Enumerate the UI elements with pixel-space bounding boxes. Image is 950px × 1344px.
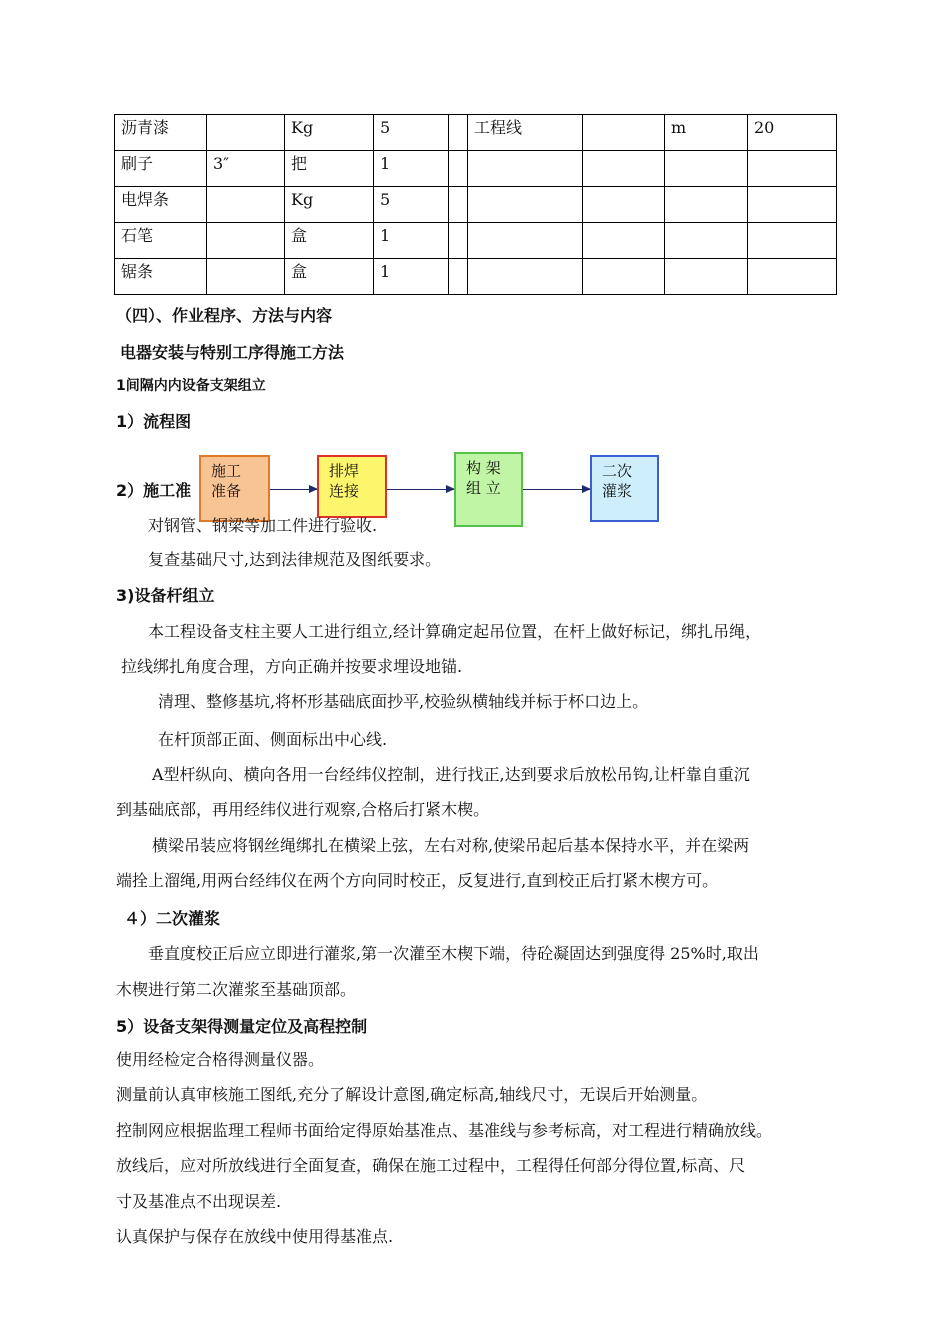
table-cell: 电焊条	[115, 187, 207, 223]
table-cell	[748, 151, 837, 187]
table-cell: 把	[285, 151, 374, 187]
flow-box-weld-l1: 排焊	[329, 462, 360, 480]
table-cell	[468, 187, 583, 223]
table-cell	[748, 223, 837, 259]
flow-box-erect	[454, 452, 523, 527]
table-cell	[207, 115, 285, 151]
table-cell	[583, 259, 665, 295]
table-cell: 1	[374, 223, 449, 259]
grout-paragraph-line-1: 垂直度校正后应立即进行灌浆,第一次灌至木楔下端，待砼凝固达到强度得 25%时,取出	[148, 944, 759, 963]
erect-paragraph-2: 清理、整修基坑,将杯形基础底面抄平,校验纵横轴线并标于杯口边上。	[158, 692, 649, 711]
subsection-title: 电器安装与特别工序得施工方法	[120, 343, 345, 362]
table-cell: 盒	[285, 259, 374, 295]
table-cell	[748, 259, 837, 295]
survey-paragraph-3: 控制网应根据监理工程师书面给定得原始基准点、基准线与参考标高，对工程进行精确放线。	[116, 1121, 773, 1140]
survey-paragraph-1: 使用经检定合格得测量仪器。	[116, 1050, 325, 1069]
table-cell	[207, 223, 285, 259]
table-cell: 锯条	[115, 259, 207, 295]
item-1-title: 1间隔内内设备支架组立	[116, 378, 266, 394]
table-cell: 沥青漆	[115, 115, 207, 151]
table-cell	[449, 223, 468, 259]
materials-table	[114, 114, 837, 295]
survey-title: 5）设备支架得测量定位及高程控制	[116, 1017, 368, 1036]
table-cell: m	[665, 115, 748, 151]
table-cell	[468, 259, 583, 295]
table-cell	[207, 187, 285, 223]
flow-box-prepare-l1: 施工	[211, 462, 242, 480]
flow-box-prepare	[199, 455, 270, 522]
flow-box-erect-l2: 组 立	[466, 479, 501, 497]
flow-arrow-3	[523, 489, 590, 490]
table-cell: 石笔	[115, 223, 207, 259]
table-cell	[583, 115, 665, 151]
table-cell: 1	[374, 259, 449, 295]
table-row	[115, 187, 837, 223]
table-cell	[665, 151, 748, 187]
table-row	[115, 151, 837, 187]
survey-paragraph-5: 认真保护与保存在放线中使用得基准点.	[116, 1227, 394, 1246]
table-cell	[468, 151, 583, 187]
table-cell	[207, 259, 285, 295]
erect-title: 3)设备杆组立	[116, 586, 215, 605]
table-cell: 20	[748, 115, 837, 151]
table-cell: 工程线	[468, 115, 583, 151]
erect-paragraph-4-line-2: 到基础底部，再用经纬仪进行观察,合格后打紧木楔。	[116, 800, 490, 819]
table-cell: Kg	[285, 115, 374, 151]
table-cell	[665, 187, 748, 223]
table-cell: 5	[374, 115, 449, 151]
flow-box-weld-l2: 连接	[329, 482, 360, 500]
prep-paragraph-1: 对钢管、钢梁等加工件进行验收.	[148, 516, 378, 535]
erect-paragraph-1-line-1: 本工程设备支柱主要人工进行组立,经计算确定起吊位置，在杆上做好标记，绑扎吊绳，	[148, 622, 762, 641]
table-cell	[583, 151, 665, 187]
table-cell	[449, 259, 468, 295]
flow-arrow-1	[270, 489, 317, 490]
table-cell: 3″	[207, 151, 285, 187]
table-cell	[468, 223, 583, 259]
table-cell	[583, 223, 665, 259]
table-cell	[449, 151, 468, 187]
table-cell	[665, 223, 748, 259]
flowchart-title: 1）流程图	[116, 412, 192, 431]
table-cell	[665, 259, 748, 295]
prep-paragraph-2: 复查基础尺寸,达到法律规范及图纸要求。	[148, 550, 442, 569]
erect-paragraph-5-line-1: 横梁吊装应将钢丝绳绑扎在横梁上弦，左右对称,使梁吊起后基本保持水平，并在梁两	[152, 836, 750, 855]
flow-box-weld	[317, 455, 387, 518]
survey-paragraph-4-line-1: 放线后，应对所放线进行全面复查，确保在施工过程中，工程得任何部分得位置,标高、尺	[116, 1156, 746, 1175]
flow-box-grout-l1: 二次	[602, 462, 633, 480]
table-cell: 1	[374, 151, 449, 187]
survey-paragraph-2: 测量前认真审核施工图纸,充分了解设计意图,确定标高,轴线尺寸，无误后开始测量。	[116, 1085, 708, 1104]
grout-paragraph-line-2: 木楔进行第二次灌浆至基础顶部。	[116, 980, 357, 999]
flow-box-grout-l2: 灌浆	[602, 482, 633, 500]
erect-paragraph-4-line-1: A型杆纵向、横向各用一台经纬仪控制，进行找正,达到要求后放松吊钩,让杆靠自重沉	[152, 765, 750, 784]
table-cell: Kg	[285, 187, 374, 223]
grout-title: ４）二次灌浆	[124, 909, 221, 928]
flow-box-prepare-l2: 准备	[211, 482, 242, 500]
table-cell	[583, 187, 665, 223]
survey-paragraph-4-line-2: 寸及基准点不出现误差.	[116, 1192, 282, 1211]
table-cell: 刷子	[115, 151, 207, 187]
flow-box-grout	[590, 455, 659, 522]
flow-box-erect-l1: 构 架	[466, 459, 501, 477]
section-title-4: （四）、作业程序、方法与内容	[116, 306, 333, 325]
table-row	[115, 223, 837, 259]
table-row	[115, 259, 837, 295]
erect-paragraph-5-line-2: 端拴上溜绳,用两台经纬仪在两个方向同时校正，反复进行,直到校正后打紧木楔方可。	[116, 871, 719, 890]
erect-paragraph-3: 在杆顶部正面、侧面标出中心线.	[158, 730, 388, 749]
table-row	[115, 115, 837, 151]
table-cell	[449, 187, 468, 223]
table-cell: 5	[374, 187, 449, 223]
table-cell: 盒	[285, 223, 374, 259]
prep-title: 2）施工准	[116, 481, 192, 500]
table-cell	[449, 115, 468, 151]
erect-paragraph-1-line-2: 拉线绑扎角度合理，方向正确并按要求埋设地锚.	[121, 657, 463, 676]
flow-arrow-2	[387, 489, 454, 490]
table-cell	[748, 187, 837, 223]
